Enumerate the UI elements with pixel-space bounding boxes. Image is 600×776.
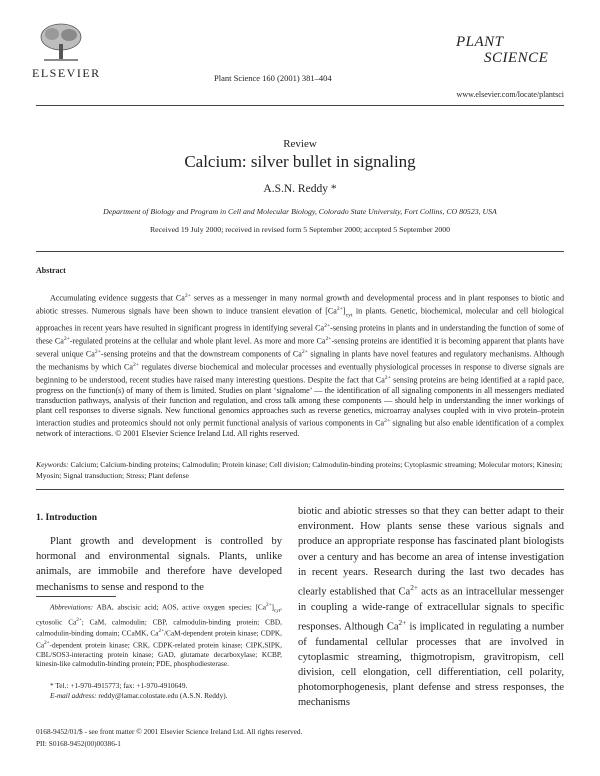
article-type: Review (283, 138, 317, 150)
intro-paragraph-right: biotic and abiotic stresses so that they can better adapt to their environment. How plants sense these various signals and produce an appropriate response has fascinated plant biologists over a century and has become an area of intense investigation in recent years. Research during the last two decades has clearly established that $Ca^{2+}$ acts as an intracellular messenger in coupling a wide-range of extracellular signals to specific responses. Although $Ca^{2+}$ is implicated in regulating a number of fundamental cellular processes that are involved in cytoplasmic streaming, thigmotropism, gravitropism, cell division, cell elongation, cell differentiation, cell polarity, photomorphogenesis, plant defense and stress responses, the mechanisms (298, 506, 564, 709)
journal-url[interactable]: www.elsevier.com/locate/plantsci (456, 90, 564, 99)
header-rule (36, 105, 564, 106)
keywords-label: Keywords: (36, 460, 69, 469)
journal-logo-top: PLANT (456, 34, 504, 50)
abstract-heading: Abstract (36, 266, 66, 275)
footnote-rule (36, 596, 116, 597)
keywords-list: Calcium; Calcium-binding proteins; Calmodulin; Protein kinase; Cell division; Calmodulin-binding proteins; Cytoplasmic streaming; Molecular motors; Kinesin; Myosin; Signal transduction; Stress; Plant defense (36, 460, 563, 480)
journal-reference: Plant Science 160 (2001) 381–404 (214, 73, 332, 83)
elsevier-tree-logo (38, 22, 84, 62)
author: A.S.N. Reddy * (263, 183, 337, 195)
publisher-name: ELSEVIER (32, 66, 101, 80)
abstract-body: Accumulating evidence suggests that $Ca^{2+}$ serves as a messenger in many normal growth and developmental process and in plant responses to biotic and abiotic stresses. Numerous signals have been shown to induce transient elevation of $[Ca^{2+}]_{cyt}$ in plants. Genetic, biochemical, molecular and cell biological approaches in recent years have resulted in significant progress in identifying several $Ca^{2+}$-sensing proteins in plants and in understanding the function of some of these $Ca^{2+}$-regulated proteins at the cellular and whole plant level. As more and more $Ca^{2+}$-sensing proteins are identified it is becoming apparent that plants have several unique $Ca^{2+}$-sensing proteins and that the downstream components of $Ca^{2+}$ signaling in plants have novel features and regulatory mechanisms. Although the mechanisms by which $Ca^{2+}$ regulates diverse biochemical and molecular processes and eventually physiological processes in response to diverse signals are beginning to be understood, recent studies have raised many interesting questions. Despite the fact that $Ca^{2+}$ sensing proteins are being identified at a rapid pace, progress on the function(s) of many of them is limited. Studies on plant ‘signalome’ — the identification of all signaling components in all messengers mediated transduction pathways, analysis of their function and regulation, and cross talk among these components — should help in understanding the inner workings of plant cell responses to diverse signals. New functional genomics approaches such as reverse genetics, microarray analyses coupled with in vivo protein–protein interaction studies and proteomics should not only permit functional analysis of various components in $Ca^{2+}$ signaling but also enable identification of a complex network of interactions. © 2001 Elsevier Science Ireland Ltd. All rights reserved. (36, 293, 564, 439)
pii-line: PII: S0168-9452(00)00386-1 (36, 739, 121, 748)
section-heading-introduction: 1. Introduction (36, 513, 98, 523)
email-address[interactable]: reddy@lamar.colostate.edu (A.S.N. Reddy). (96, 691, 228, 700)
article-title: Calcium: silver bullet in signaling (184, 152, 416, 171)
copyright-line: 0168-9452/01/$ - see front matter © 2001 Elsevier Science Ireland Ltd. All rights reserved. (36, 727, 303, 736)
email-label: E-mail address: (50, 691, 97, 700)
tel-fax: * Tel.: +1-970-4915773; fax: +1-970-4910649. (50, 681, 188, 690)
journal-logo-bottom: SCIENCE (484, 50, 549, 66)
received-dates: Received 19 July 2000; received in revised form 5 September 2000; accepted 5 September 2000 (149, 225, 451, 234)
contact-footnote (36, 681, 282, 701)
affiliation: Department of Biology and Program in Cell and Molecular Biology, Colorado State University, Fort Collins, CO 80523, USA (103, 207, 497, 216)
abbreviations-footnote: Abbreviations: ABA, abscisic acid; AOS, active oxygen species; $[Ca^{2+}]_{cyt}$, cytosolic $Ca^{2+}$; CaM, calmodulin; CBP, calmodulin-binding protein; CBD, calmodulin-binding domain; CCaMK, $Ca^{2+}/CaM$-dependent protein kinase; CDPK, $Ca^{2+}$-dependent protein kinase; CRK, CDPK-related protein kinase; CIPK,SIPK, CBL/SOS3-interacting protein kinase; GAD, glutamate decarboxylase; KCBP, kinesin-like calmodulin-binding protein; PDE, phosphodiesterase. (36, 602, 282, 669)
abstract-rule (36, 489, 564, 490)
keywords (36, 460, 564, 481)
title-rule (36, 251, 564, 252)
intro-paragraph-left: Plant growth and development is controlled by hormonal and environmental signals. Plants, unlike animals, are immobile and therefore have developed mechanisms to sense and respond to the (36, 536, 282, 593)
